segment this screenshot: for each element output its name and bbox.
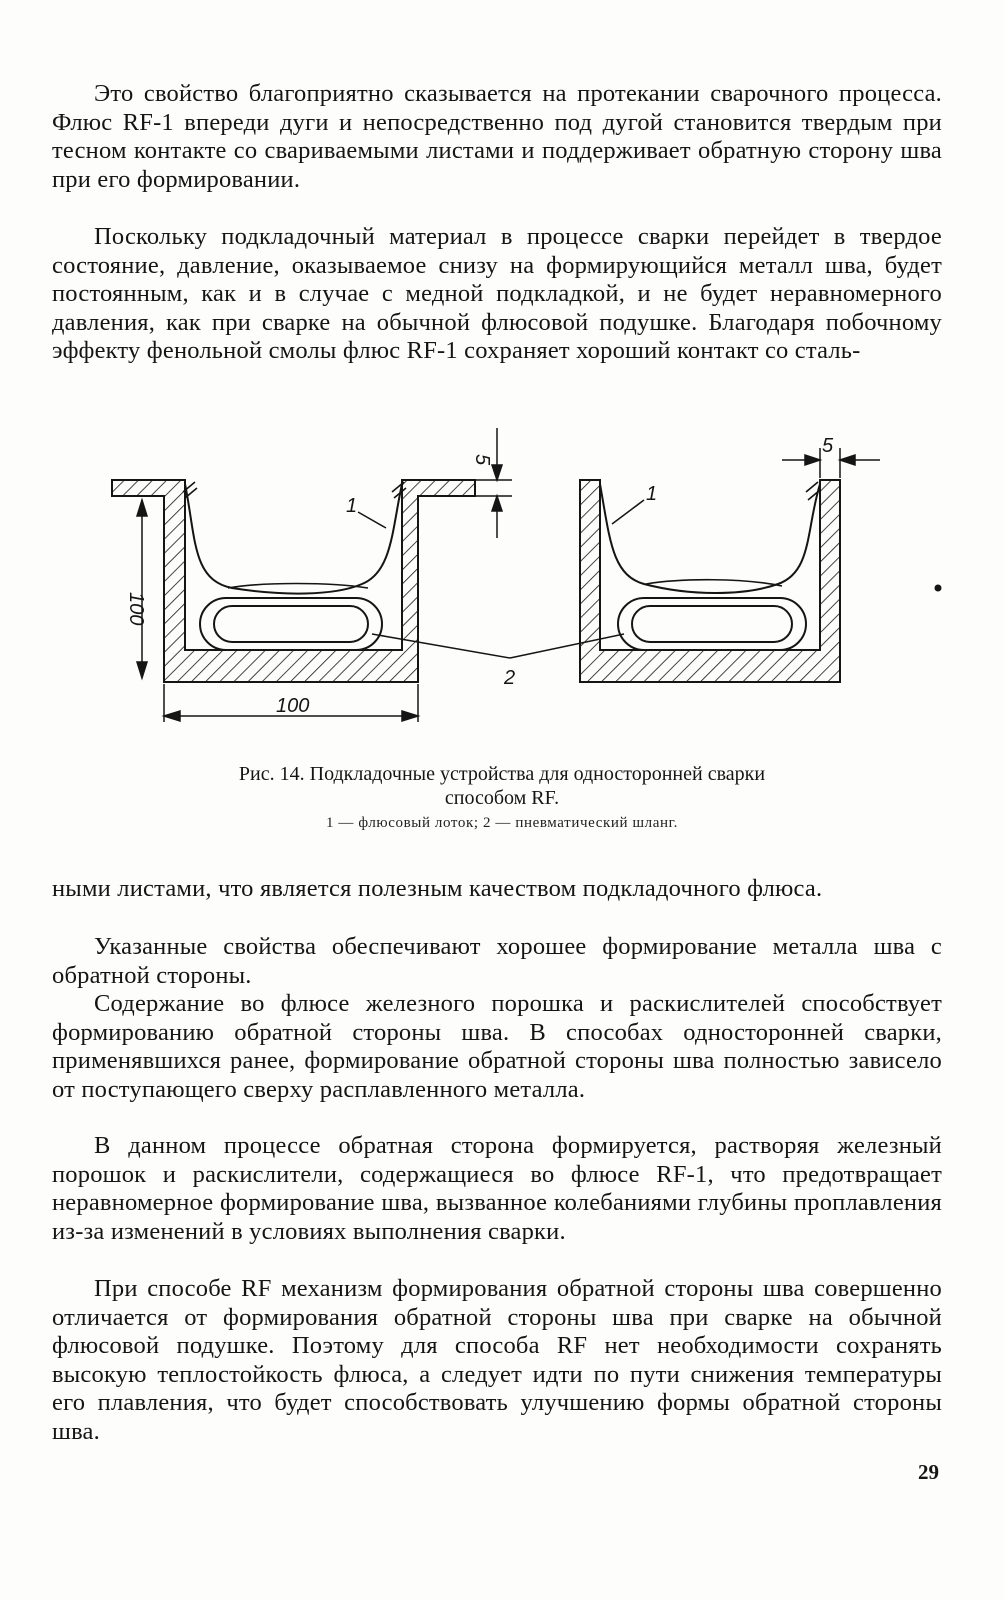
ink-dot — [935, 585, 942, 592]
label-1-left: 1 — [346, 495, 358, 517]
paragraph-5: Содержание во флюсе железного порошка и раскислителей способствует формированию обратной стороны шва. В способах односторонней сварки, применявшихся ранее, формирование обратной стороны шва полностью зависело от поступающего сверху расплавленного металла. — [52, 990, 942, 1103]
right-leader-1 — [612, 500, 644, 524]
right-pneumatic-hose — [618, 598, 806, 650]
right-tray — [580, 480, 840, 682]
left-flux-tray — [185, 484, 402, 594]
paragraph-6: В данном процессе обратная сторона формируется, растворяя железный порошок и раскислители, содержащиеся во флюсе RF-1, что предотвращает неравномерное формирование шва, вызванное колебаниями глубины проплавления из-за изменений в условиях выполнения сварки. — [52, 1132, 942, 1245]
caption-line-1: Рис. 14. Подкладочные устройства для односторонней сварки — [238, 763, 766, 785]
dimension-flange-right-label: 5 — [822, 435, 834, 457]
dimension-flange-left-label: 5 — [471, 454, 493, 466]
right-flux-tray — [600, 484, 820, 593]
paragraph-2: Поскольку подкладочный материал в процессе сварки перейдет в твердое состояние, давление, оказываемое снизу на формирующийся металл шва, будет постоянным, как и в случае с медной подкладкой, и не будет неравномерного давления, как при сварке на обычной флюсовой подушке. Благодаря побочному эффекту фенольной смолы флюс RF-1 сохраняет хороший контакт со сталь- — [52, 223, 942, 365]
dimension-height-label: 100 — [125, 592, 147, 626]
label-1-right: 1 — [646, 483, 658, 505]
page-number: 29 — [918, 1460, 939, 1484]
left-weld-marks — [183, 482, 406, 498]
figure-caption — [120, 762, 884, 810]
paragraph-1: Это свойство благоприятно сказывается на протекании сварочного процесса. Флюс RF-1 впереди дуги и непосредственно под дугой становится твердым при тесном контакте со свариваемыми листами и поддерживает обратную сторону шва при его формировании. — [52, 80, 942, 193]
paragraph-7: При способе RF механизм формирования обратной стороны шва совершенно отличается от формирования обратной стороны шва при сварке на обычной флюсовой подушке. Поэтому для способа RF нет необходимости сохранять высокую теплостойкость флюса, а следует идти по пути снижения температуры его плавления, что будет способствовать улучшению формы обратной стороны шва. — [52, 1275, 942, 1445]
figure-legend: 1 — флюсовый лоток; 2 — пневматический шланг. — [325, 815, 679, 831]
label-2: 2 — [504, 667, 516, 689]
figure-drawing — [0, 420, 1004, 760]
left-pneumatic-hose — [200, 598, 382, 650]
left-leader-1 — [358, 512, 386, 528]
left-tray — [112, 480, 475, 682]
dimension-width-label: 100 — [276, 695, 310, 717]
right-weld-marks — [806, 482, 820, 500]
paragraph-4: Указанные свойства обеспечивают хорошее формирование металла шва с обратной стороны. — [52, 933, 942, 989]
caption-line-2: способом RF. — [444, 787, 560, 809]
figure-14 — [0, 420, 1004, 760]
paragraph-3: ными листами, что является полезным качеством подкладочного флюса. — [52, 875, 823, 902]
